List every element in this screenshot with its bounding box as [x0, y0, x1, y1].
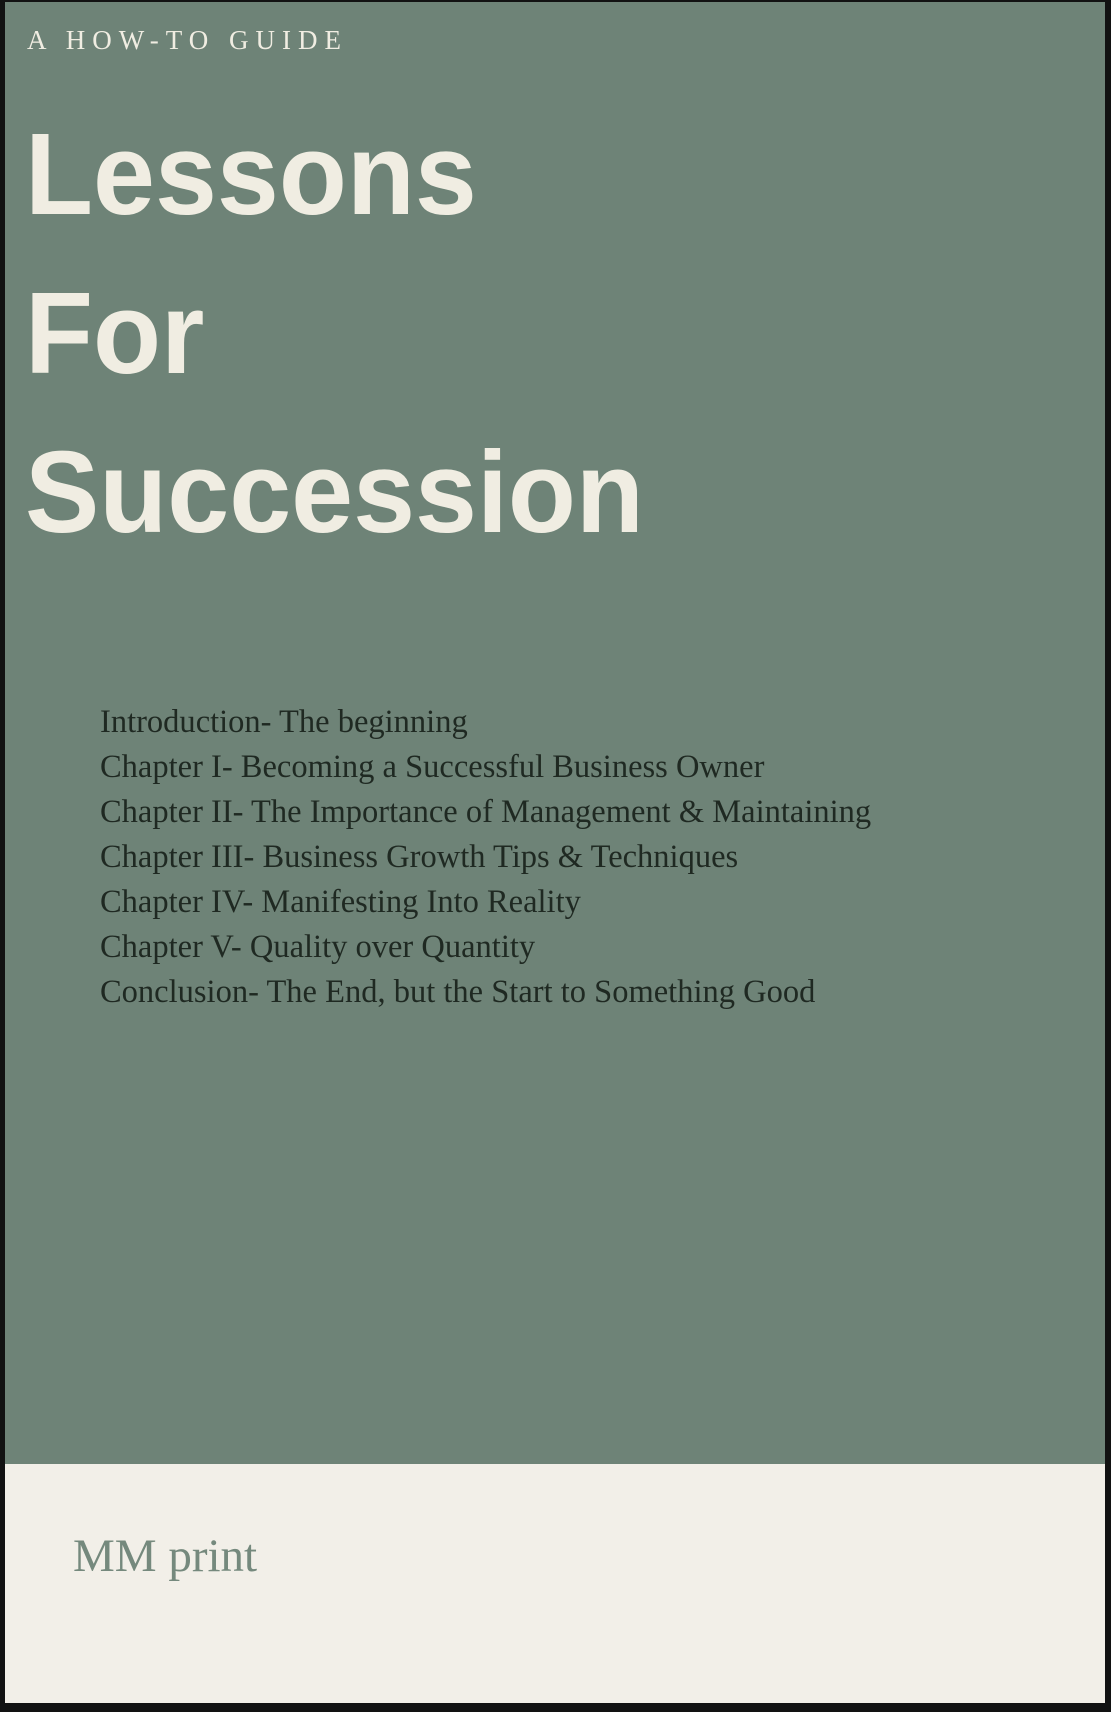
book-cover [5, 2, 1105, 1464]
title-line-2: For [25, 267, 205, 398]
publisher-name: MM print [73, 1530, 258, 1582]
toc-item-chapter-4: Chapter IV- Manifesting Into Reality [100, 884, 581, 920]
toc-item-chapter-5: Chapter V- Quality over Quantity [100, 929, 536, 965]
table-of-contents [100, 700, 883, 1015]
toc-item-introduction: Introduction- The beginning [100, 704, 468, 740]
title-line-3: Succession [25, 426, 644, 557]
publisher-footer [5, 1464, 1105, 1703]
toc-item-chapter-2: Chapter II- The Importance of Management & Maintaining [100, 794, 872, 830]
cover-tagline: A HOW-TO GUIDE [27, 25, 348, 55]
cover-title [25, 94, 670, 571]
toc-item-chapter-3: Chapter III- Business Growth Tips & Techniques [100, 839, 739, 875]
toc-item-conclusion: Conclusion- The End, but the Start to Something Good [100, 974, 816, 1010]
title-line-1: Lessons [25, 108, 477, 239]
toc-item-chapter-1: Chapter I- Becoming a Successful Business Owner [100, 749, 765, 785]
